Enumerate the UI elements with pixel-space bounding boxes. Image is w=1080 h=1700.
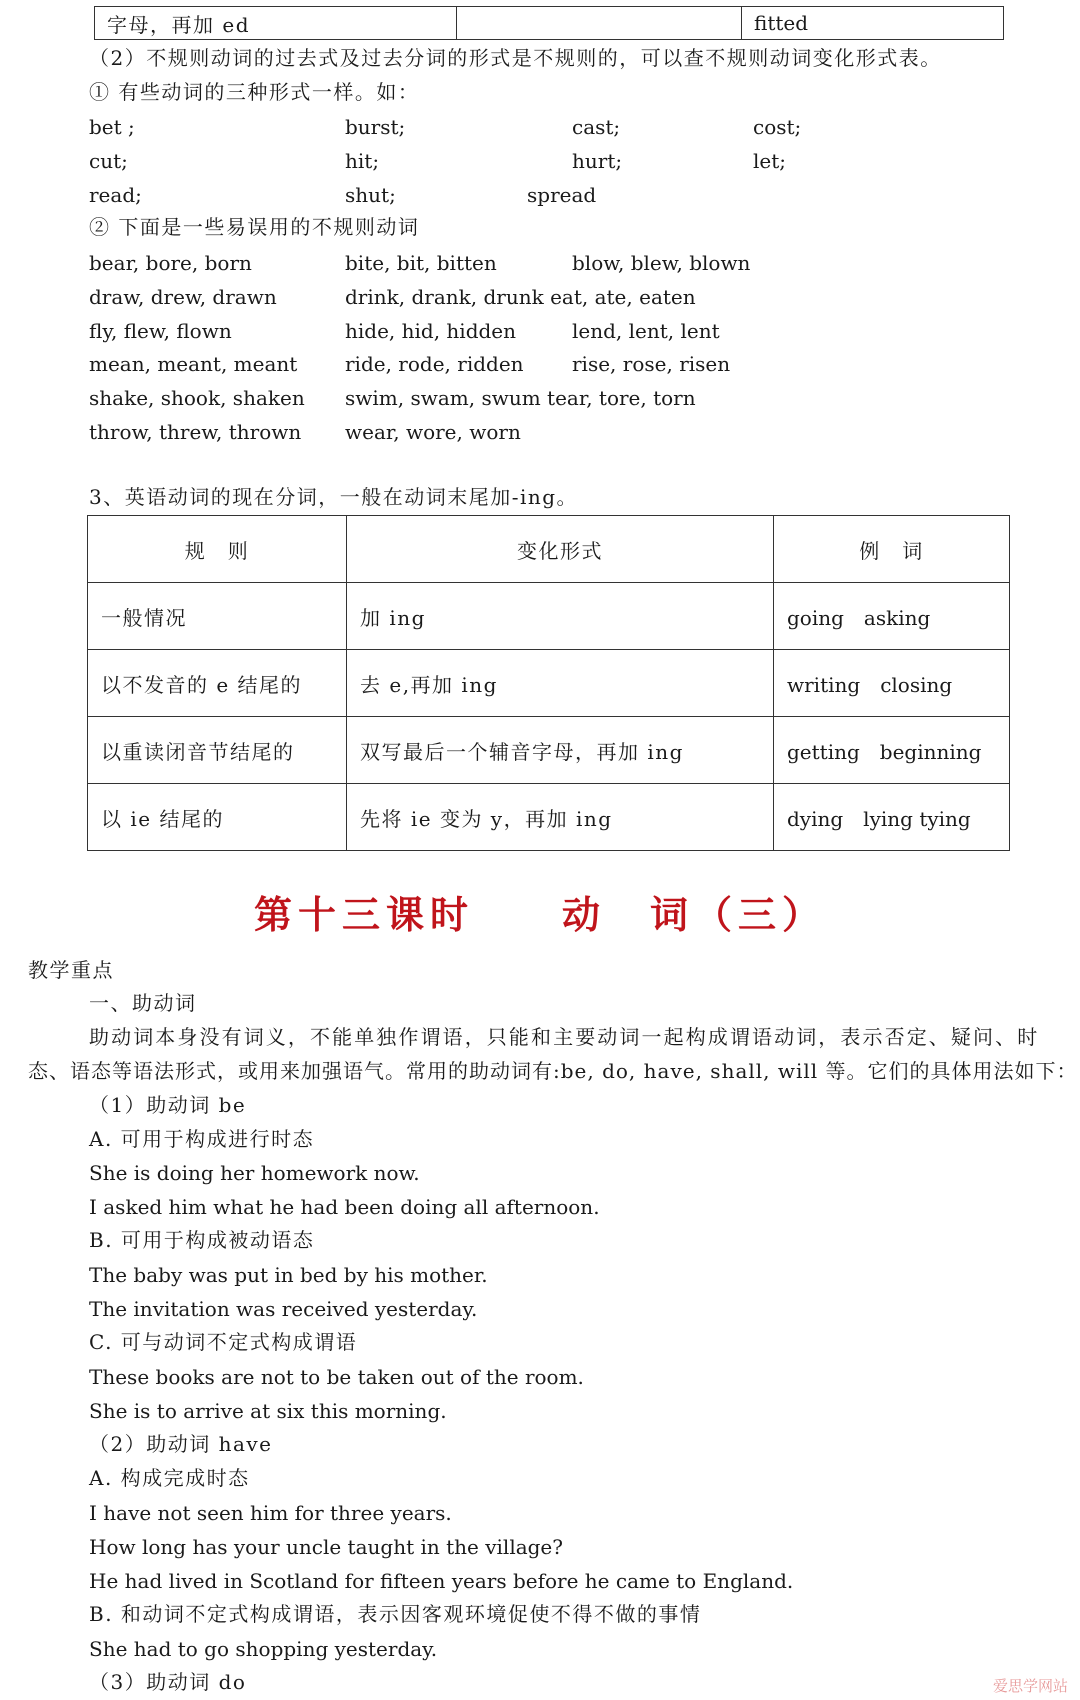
point-subheading: B. 和动词不定式构成谓语，表示因客观环境促使不得不做的事情 [89,1602,702,1626]
verb-forms: shake, shook, shaken [89,386,305,411]
column-header: 变化形式 [347,516,774,583]
table-cell: fitted [742,7,1004,40]
table-row [88,650,1010,717]
list-item [89,318,889,352]
example-sentence: He had lived in Scotland for fifteen years before he came to England. [89,1569,794,1593]
table-row [88,784,1010,851]
verb: shut; [345,182,396,207]
point-heading: （2）助动词 have [89,1432,273,1456]
verb-forms: lend, lent, lent [572,318,720,343]
ing-section-heading: 3、英语动词的现在分词，一般在动词末尾加-ing。 [89,485,579,509]
verb: cut; [89,148,128,173]
point-subheading: C. 可与动词不定式构成谓语 [89,1330,358,1354]
table-cell: 先将 ie 变为 y，再加 ing [347,784,774,851]
table-cell: 以不发音的 e 结尾的 [88,650,347,717]
table-cell: 加 ing [347,583,774,650]
section-label: 教学重点 [28,958,114,982]
list-item [89,385,889,419]
table-row [88,717,1010,784]
same-forms-heading: ① 有些动词的三种形式一样。如： [89,80,420,104]
lesson-title: 第十三课时 动 词（三） [253,892,826,937]
verb-forms: ride, rode, ridden [345,352,524,377]
table-cell: 双写最后一个辅音字母，再加 ing [347,717,774,784]
verb-forms: bite, bit, bitten [345,251,497,275]
table-cell: dying lying tying [774,784,1010,851]
verb: hit; [345,148,380,173]
example-sentence: The invitation was received yesterday. [89,1297,478,1321]
point-subheading: A. 可用于构成进行时态 [89,1127,315,1151]
top-table-fragment [94,6,1004,40]
verb: let; [753,148,787,173]
verb-forms: drink, drank, drunk eat, ate, eaten [345,284,696,309]
table-cell: going asking [774,583,1010,650]
list-item [89,148,889,182]
verb-forms: wear, wore, worn [345,419,521,444]
verb-forms: bear, bore, born [89,251,252,275]
example-sentence: These books are not to be taken out of the room. [89,1365,584,1389]
point-heading: （3）助动词 do [89,1670,247,1694]
verb: burst; [345,115,406,139]
example-sentence: She is doing her homework now. [89,1161,420,1185]
point-subheading: B. 可用于构成被动语态 [89,1228,315,1252]
verb-forms: throw, threw, thrown [89,419,302,444]
table-cell: writing closing [774,650,1010,717]
column-header: 规 则 [88,516,347,583]
list-item [89,284,889,318]
verb: spread [527,182,597,207]
verb: bet ; [89,115,135,139]
example-sentence: The baby was put in bed by his mother. [89,1263,488,1287]
table-cell: 以重读闭音节结尾的 [88,717,347,784]
list-item [89,419,889,453]
example-sentence: She had to go shopping yesterday. [89,1637,438,1661]
verb-forms: blow, blew, blown [572,251,751,275]
point-heading: （1）助动词 be [89,1093,247,1117]
subsection-heading: 一、助动词 [89,991,197,1015]
verb: cast; [572,115,621,139]
verb-forms: swim, swam, swum tear, tore, torn [345,386,696,411]
point-subheading: A. 构成完成时态 [89,1466,250,1490]
verb-forms: fly, flew, flown [89,318,232,343]
verb-forms: rise, rose, risen [572,352,731,377]
irregular-intro: （2）不规则动词的过去式及过去分词的形式是不规则的，可以查不规则动词变化形式表。 [89,46,942,70]
verb: read; [89,182,142,207]
paragraph-line: 态、语态等语法形式，或用来加强语气。常用的助动词有:be, do, have, shall, will 等。它们的具体用法如下： [28,1059,1078,1083]
example-sentence: She is to arrive at six this morning. [89,1399,447,1423]
example-sentence: I asked him what he had been doing all afternoon. [89,1195,600,1219]
table-cell: 去 e,再加 ing [347,650,774,717]
table-cell [457,7,742,40]
verb-forms: draw, drew, drawn [89,284,277,309]
ing-rules-table [87,515,1010,851]
table-row [95,7,1004,40]
paragraph-line: 助动词本身没有词义，不能单独作谓语，只能和主要动词一起构成谓语动词，表示否定、疑问、时 [89,1025,1040,1049]
table-cell: 字母，再加 ed [95,7,457,40]
verb: hurt; [572,148,623,173]
misused-verbs-list [89,250,889,453]
same-forms-list [89,114,889,215]
example-sentence: I have not seen him for three years. [89,1501,452,1525]
watermark: 爱思学网站 [992,1677,1068,1695]
verb-forms: hide, hid, hidden [345,318,517,343]
table-row [88,583,1010,650]
table-cell: 一般情况 [88,583,347,650]
example-sentence: How long has your uncle taught in the village? [89,1535,563,1559]
column-header: 例 词 [774,516,1010,583]
list-item [89,250,889,284]
list-item [89,182,889,216]
list-item [89,114,889,148]
verb-forms: mean, meant, meant [89,352,298,377]
table-cell: getting beginning [774,717,1010,784]
table-header-row [88,516,1010,583]
misused-verbs-heading: ② 下面是一些易误用的不规则动词 [89,215,420,239]
list-item [89,351,889,385]
verb: cost; [753,115,802,139]
table-cell: 以 ie 结尾的 [88,784,347,851]
